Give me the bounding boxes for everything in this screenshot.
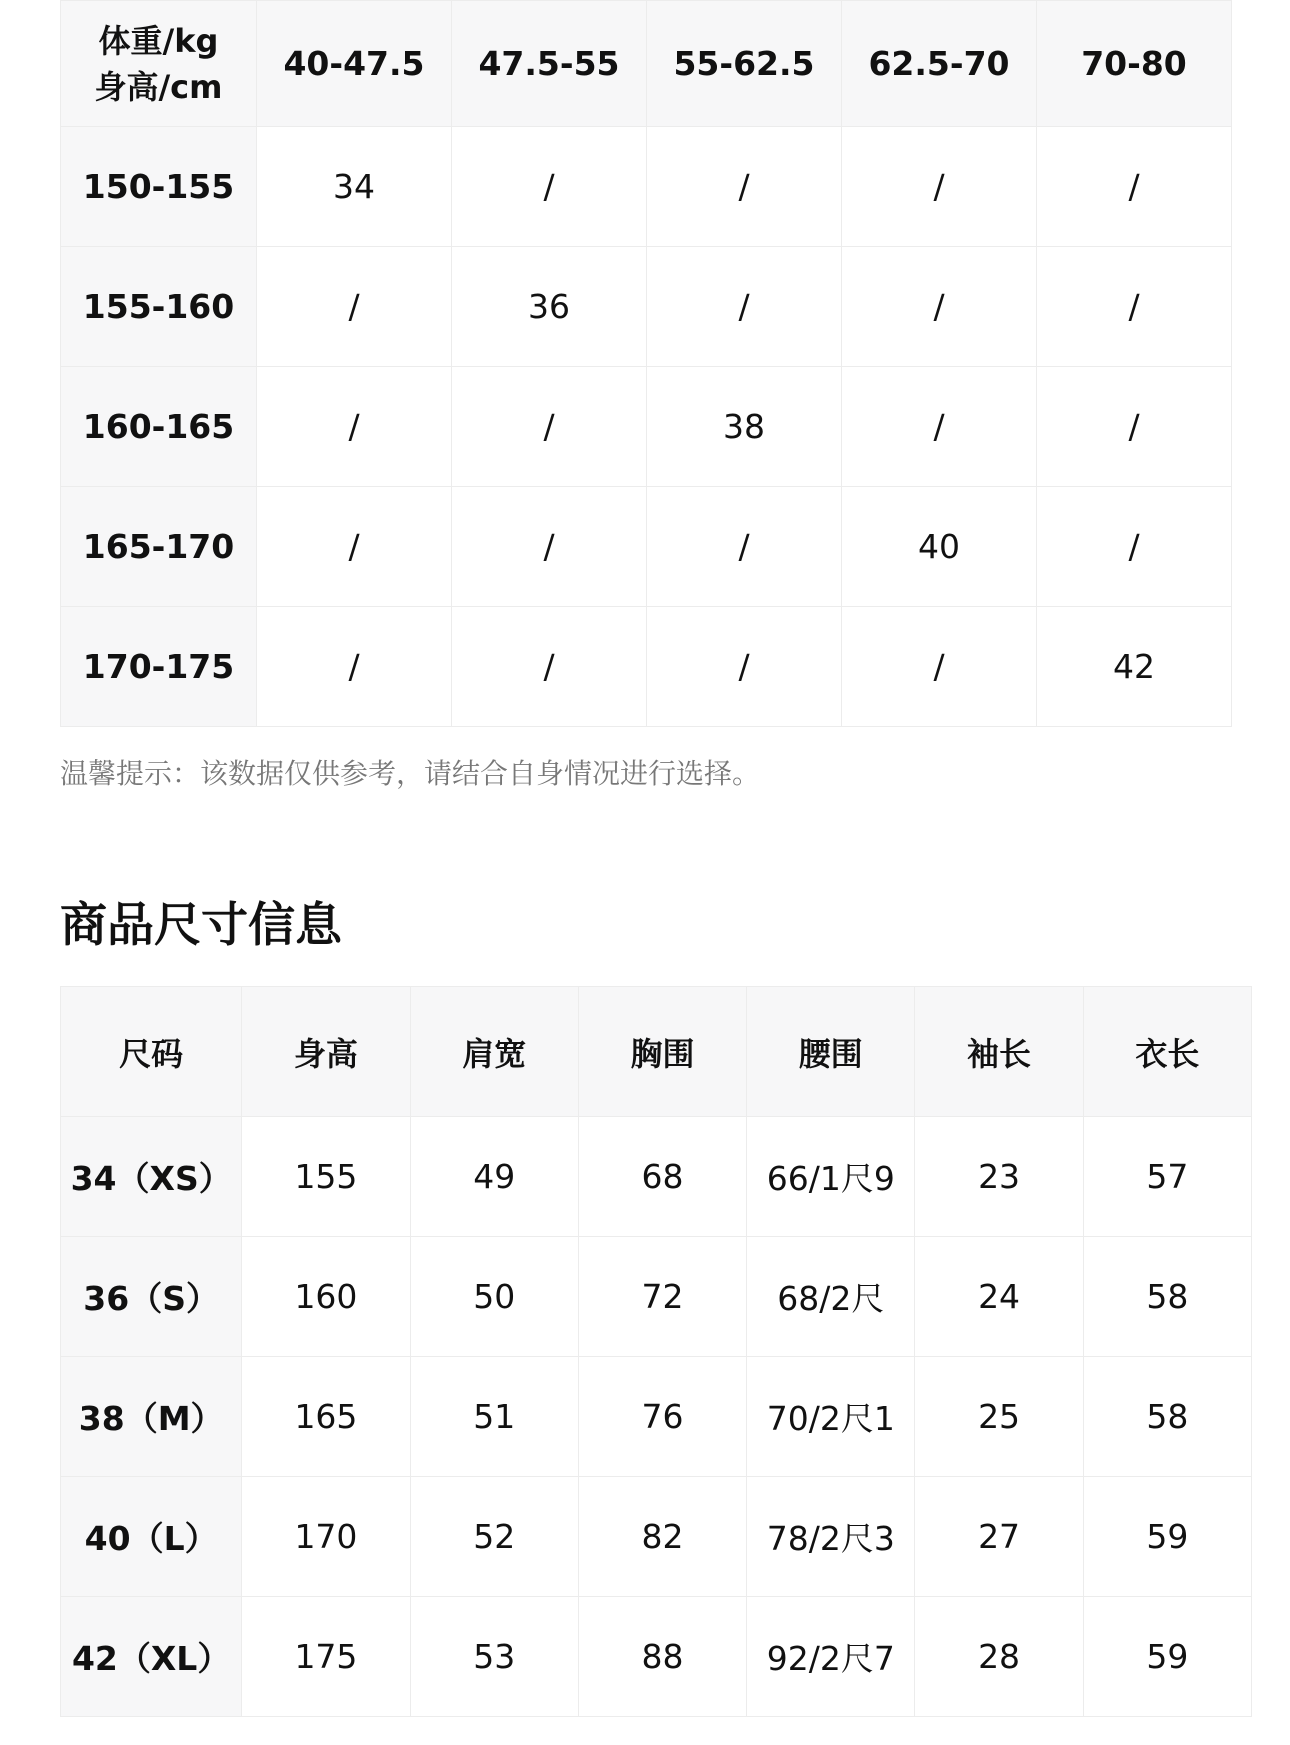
size-label-cell: 38（M）	[61, 1357, 242, 1477]
measurement-cell: 58	[1083, 1357, 1251, 1477]
weight-axis-label: 体重/kg	[98, 21, 219, 60]
size-cell: 34	[257, 127, 452, 247]
column-header: 腰围	[747, 987, 915, 1117]
height-range-cell: 155-160	[61, 247, 257, 367]
measurement-cell: 58	[1083, 1237, 1251, 1357]
measurement-cell: 70/2尺1	[747, 1357, 915, 1477]
measurement-cell: 68	[578, 1117, 746, 1237]
table-row	[61, 367, 1232, 487]
measurement-cell: 82	[578, 1477, 746, 1597]
table-row	[61, 1597, 1252, 1717]
measurement-cell: 68/2尺	[747, 1237, 915, 1357]
section-title: 商品尺寸信息	[60, 898, 342, 953]
measurement-cell: 59	[1083, 1477, 1251, 1597]
measurement-cell: 27	[915, 1477, 1083, 1597]
table-row	[61, 1357, 1252, 1477]
size-cell: 42	[1037, 607, 1232, 727]
table-header-row	[61, 987, 1252, 1117]
size-cell: /	[1037, 487, 1232, 607]
size-cell: /	[842, 367, 1037, 487]
table-row	[61, 1477, 1252, 1597]
size-cell: /	[452, 367, 647, 487]
measurement-cell: 160	[242, 1237, 410, 1357]
table-row	[61, 607, 1232, 727]
measurement-cell: 170	[242, 1477, 410, 1597]
table-row	[61, 247, 1232, 367]
size-cell: /	[452, 607, 647, 727]
size-cell: /	[257, 367, 452, 487]
size-label-cell: 34（XS）	[61, 1117, 242, 1237]
measurement-cell: 24	[915, 1237, 1083, 1357]
measurement-cell: 57	[1083, 1117, 1251, 1237]
measurement-cell: 175	[242, 1597, 410, 1717]
column-header: 尺码	[61, 987, 242, 1117]
measurement-cell: 88	[578, 1597, 746, 1717]
height-range-cell: 170-175	[61, 607, 257, 727]
size-cell: /	[257, 247, 452, 367]
measurement-cell: 50	[410, 1237, 578, 1357]
size-cell: 36	[452, 247, 647, 367]
size-cell: /	[647, 487, 842, 607]
size-label-cell: 42（XL）	[61, 1597, 242, 1717]
size-cell: /	[842, 607, 1037, 727]
column-header: 身高	[242, 987, 410, 1117]
size-cell: /	[452, 127, 647, 247]
size-cell: /	[647, 127, 842, 247]
measurement-cell: 66/1尺9	[747, 1117, 915, 1237]
size-cell: /	[842, 247, 1037, 367]
column-header: 袖长	[915, 987, 1083, 1117]
size-cell: /	[1037, 247, 1232, 367]
weight-range-header: 47.5-55	[452, 1, 647, 127]
product-size-table	[60, 986, 1252, 1717]
measurement-cell: 28	[915, 1597, 1083, 1717]
size-cell: /	[647, 607, 842, 727]
size-cell: 38	[647, 367, 842, 487]
measurement-cell: 51	[410, 1357, 578, 1477]
size-cell: /	[647, 247, 842, 367]
size-cell: 40	[842, 487, 1037, 607]
corner-header	[61, 1, 257, 127]
measurement-cell: 49	[410, 1117, 578, 1237]
measurement-cell: 25	[915, 1357, 1083, 1477]
size-cell: /	[452, 487, 647, 607]
measurement-cell: 72	[578, 1237, 746, 1357]
measurement-cell: 76	[578, 1357, 746, 1477]
column-header: 肩宽	[410, 987, 578, 1117]
height-range-cell: 160-165	[61, 367, 257, 487]
reference-note: 温馨提示：该数据仅供参考，请结合自身情况进行选择。	[60, 757, 761, 790]
size-cell: /	[257, 607, 452, 727]
measurement-cell: 165	[242, 1357, 410, 1477]
measurement-cell: 92/2尺7	[747, 1597, 915, 1717]
table-row	[61, 1117, 1252, 1237]
measurement-cell: 52	[410, 1477, 578, 1597]
table-row	[61, 487, 1232, 607]
weight-range-header: 70-80	[1037, 1, 1232, 127]
size-label-cell: 40（L）	[61, 1477, 242, 1597]
measurement-cell: 23	[915, 1117, 1083, 1237]
measurement-cell: 78/2尺3	[747, 1477, 915, 1597]
table-header-row	[61, 1, 1232, 127]
size-cell: /	[1037, 367, 1232, 487]
column-header: 胸围	[578, 987, 746, 1117]
size-label-cell: 36（S）	[61, 1237, 242, 1357]
size-cell: /	[1037, 127, 1232, 247]
column-header: 衣长	[1083, 987, 1251, 1117]
weight-range-header: 62.5-70	[842, 1, 1037, 127]
height-range-cell: 150-155	[61, 127, 257, 247]
weight-range-header: 55-62.5	[647, 1, 842, 127]
size-cell: /	[257, 487, 452, 607]
measurement-cell: 155	[242, 1117, 410, 1237]
height-range-cell: 165-170	[61, 487, 257, 607]
size-recommendation-table	[60, 0, 1232, 727]
size-cell: /	[842, 127, 1037, 247]
table-row	[61, 1237, 1252, 1357]
measurement-cell: 53	[410, 1597, 578, 1717]
height-axis-label: 身高/cm	[94, 67, 223, 106]
measurement-cell: 59	[1083, 1597, 1251, 1717]
weight-range-header: 40-47.5	[257, 1, 452, 127]
table-row	[61, 127, 1232, 247]
